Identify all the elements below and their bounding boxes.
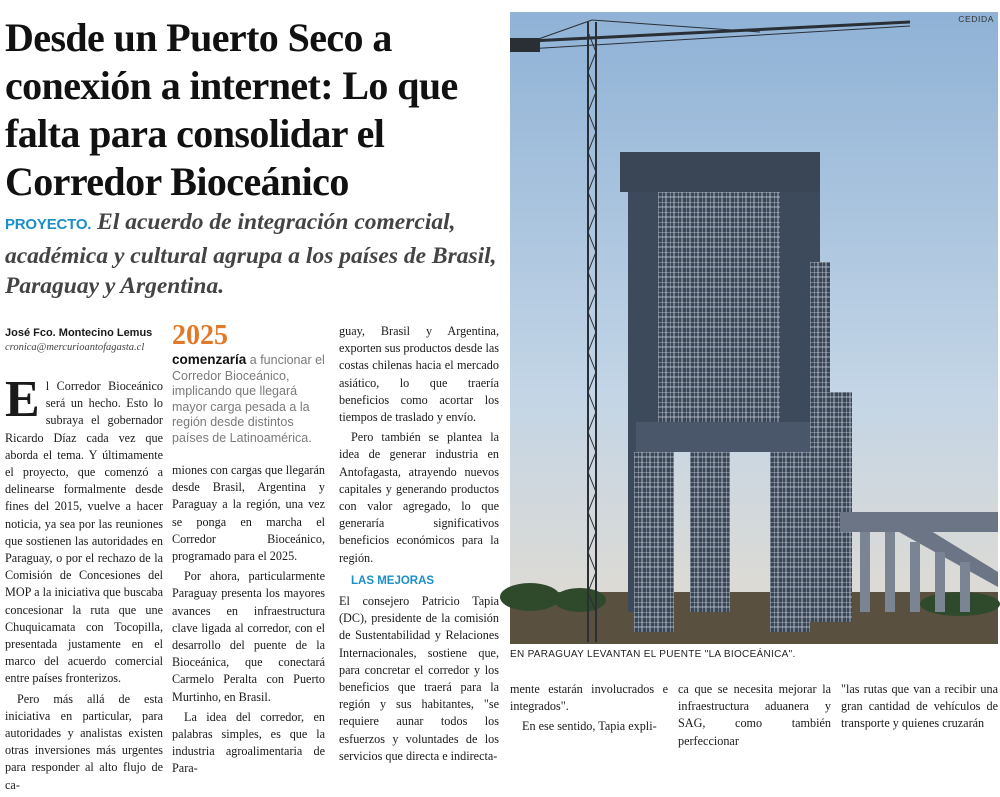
paragraph: guay, Brasil y Argentina, exporten sus productos desde las costas chilenas hacia el mercado asiático, lo que traería beneficios como acortar los tiempos de traslado y envío.	[339, 324, 499, 425]
paragraph: mente estarán involucrados e integrados".	[510, 682, 668, 714]
author-email: cronica@mercurioantofagasta.cl	[5, 342, 145, 353]
paragraph-text: l Corredor Bioceánico será un hecho. Esto lo subraya el gobernador Ricardo Díaz cada vez que aborda el tema. Y últimamente el proyecto, que comenzó a delinearse formalmente desde fines del 2015, vuelve a hacer noticia, ya sea por las reuniones que sostienen las autoridades en Paraguay, o por el rechazo de la Comisión de Concesiones del MOP a la iniciativa que buscaba concesionar la ruta que une Chuquicamata con Tocopilla, presentada justamente en el marco del acuerdo comercial entre países fronterizos.	[5, 379, 163, 686]
paragraph	[5, 371, 163, 688]
paragraph: Pero más allá de esta iniciativa en particular, para autoridades y analistas existen otras inversiones más urgentes para responder al alto flujo de ca-	[5, 691, 163, 792]
paragraph: Por ahora, particularmente Paraguay presenta los mayores avances en infraestructura clave ligada al corredor, con el desarrollo del puente de la Bioceánica, que conectará Carmelo Peralta con Puerto Murtinho, en Brasil.	[172, 569, 325, 704]
photo-credit: CEDIDA	[958, 14, 994, 24]
article-column-4	[510, 681, 668, 739]
stat-bold-word: comenzaría	[172, 352, 247, 367]
paragraph: ca que se necesita mejorar la infraestructura aduanera y SAG, como también perfeccionar	[678, 682, 831, 748]
deck	[5, 207, 500, 302]
article-column-2	[172, 462, 325, 781]
photo-caption: EN PARAGUAY LEVANTAN EL PUENTE "LA BIOCEÁNICA".	[510, 649, 796, 660]
drop-cap: E	[5, 371, 40, 428]
bridge-illustration	[510, 12, 998, 644]
stat-number: 2025	[172, 320, 228, 351]
article-column-5	[678, 681, 831, 753]
headline: Desde un Puerto Seco a conexión a internet: Lo que falta para consolidar el Corredor Bioceánico	[5, 15, 458, 204]
article-column-6	[841, 681, 998, 736]
stat-callout	[172, 322, 330, 446]
deck-kicker: PROYECTO.	[5, 216, 92, 233]
paragraph: Pero también se plantea la idea de generar industria en Antofagasta, atrayendo nuevos capitales y generando productos con valor agregado, lo que generaría significativos beneficios económicos para la región.	[339, 430, 499, 565]
article-column-1	[5, 371, 163, 797]
paragraph: miones con cargas que llegarán desde Brasil, Argentina y Paraguay a la región, una vez se ponga en marcha el Corredor Bioceánico, programado para el 2025.	[172, 463, 325, 564]
author-name: José Fco. Montecino Lemus	[5, 327, 153, 339]
article-column-3	[339, 323, 499, 768]
paragraph: La idea del corredor, en palabras simples, es que la industria agroalimentaria de Para-	[172, 709, 325, 776]
paragraph: En ese sentido, Tapia expli-	[522, 719, 657, 734]
stat-description: a funcionar el Corredor Bioceánico, implicando que llegará mayor carga pesada a la región desde distintos países de Latinoamérica.	[172, 353, 325, 445]
paragraph: El consejero Patricio Tapia (DC), presidente de la comisión de Sustentabilidad y Relaciones Internacionales, sostiene que, para concretar el corredor y los beneficios que traerá para la región y sus habitantes, "se requiere aunar todos los esfuerzos y voluntades de los servicios que directa e indirecta-	[339, 594, 499, 763]
section-subhead: LAS MEJORAS	[351, 574, 435, 587]
deck-text: El acuerdo de integración comercial, académica y cultural agrupa a los países de Brasil, Paraguay y Argentina.	[5, 209, 497, 299]
byline	[5, 327, 165, 353]
stat-text	[172, 352, 330, 446]
bridge-photo	[510, 12, 998, 644]
paragraph: "las rutas que van a recibir una gran cantidad de vehículos de transporte y quienes cruzarán	[841, 682, 998, 731]
